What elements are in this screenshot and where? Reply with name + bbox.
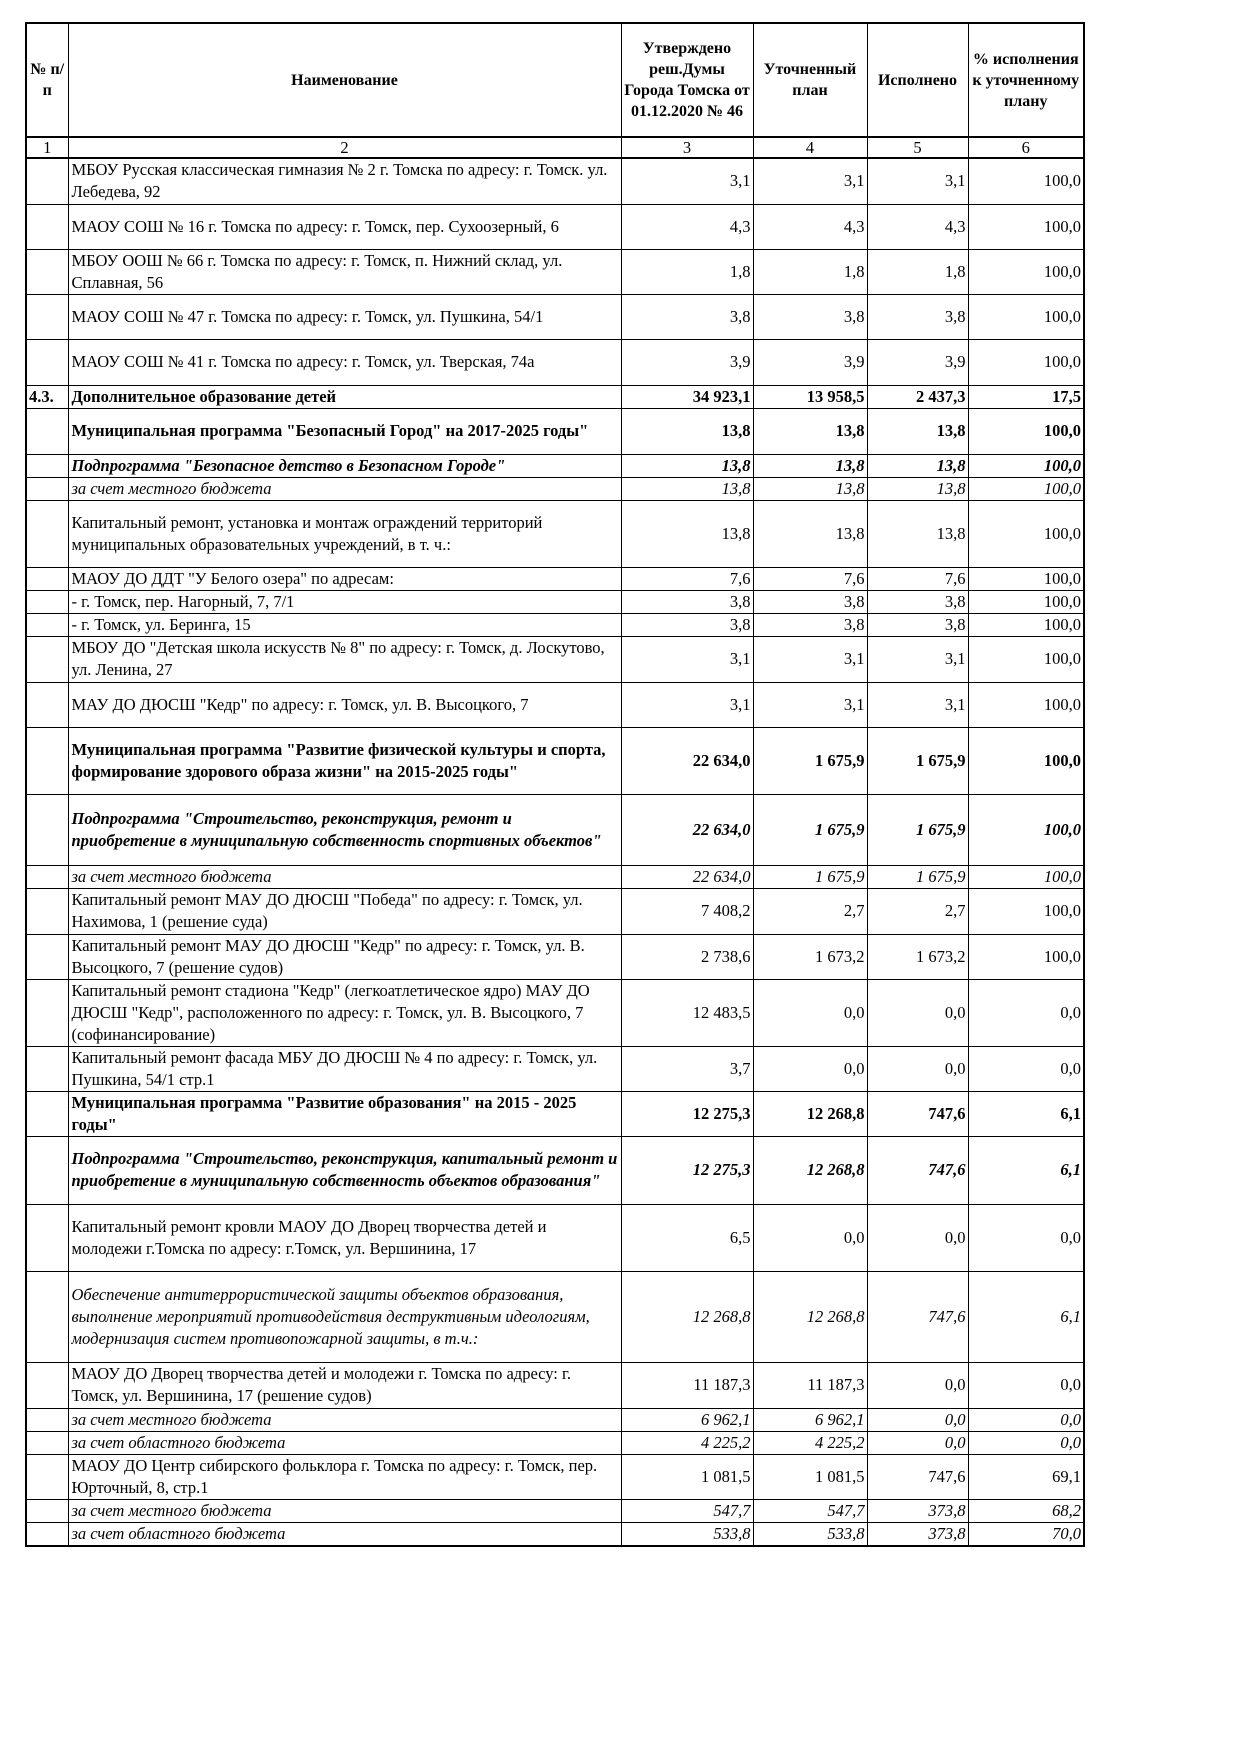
table-body (26, 158, 1084, 1546)
row-name: за счет местного бюджета (68, 477, 621, 500)
executed-amount: 1 675,9 (867, 865, 968, 888)
approved-amount: 13,8 (621, 454, 753, 477)
revised-plan-amount: 1 675,9 (753, 794, 867, 865)
column-number: 4 (753, 137, 867, 158)
row-name: МАОУ ДО Центр сибирского фольклора г. Томска по адресу: г. Томск, пер. Юрточный, 8, стр.1 (68, 1454, 621, 1499)
execution-percent: 69,1 (968, 1454, 1084, 1499)
row-number (26, 477, 68, 500)
execution-percent: 100,0 (968, 294, 1084, 339)
executed-amount: 2,7 (867, 888, 968, 934)
table-row (26, 1499, 1084, 1522)
approved-amount: 6 962,1 (621, 1408, 753, 1431)
execution-percent: 100,0 (968, 934, 1084, 979)
row-name: Капитальный ремонт МАУ ДО ДЮСШ "Победа" по адресу: г. Томск, ул. Нахимова, 1 (решение суда) (68, 888, 621, 934)
table-row (26, 294, 1084, 339)
row-name: Капитальный ремонт, установка и монтаж ограждений территорий муниципальных образовательных учреждений, в т. ч.: (68, 500, 621, 567)
execution-percent: 100,0 (968, 477, 1084, 500)
row-name: МАОУ СОШ № 16 г. Томска по адресу: г. Томск, пер. Сухоозерный, 6 (68, 204, 621, 249)
table-row (26, 1091, 1084, 1136)
row-number (26, 1408, 68, 1431)
header-execution-percent: % исполнения к уточненному плану (968, 23, 1084, 137)
executed-amount: 13,8 (867, 408, 968, 454)
row-number (26, 567, 68, 590)
executed-amount: 13,8 (867, 500, 968, 567)
approved-amount: 13,8 (621, 500, 753, 567)
revised-plan-amount: 3,1 (753, 682, 867, 727)
revised-plan-amount: 3,8 (753, 613, 867, 636)
row-number (26, 408, 68, 454)
row-name: - г. Томск, пер. Нагорный, 7, 7/1 (68, 590, 621, 613)
approved-amount: 3,1 (621, 158, 753, 204)
revised-plan-amount: 533,8 (753, 1522, 867, 1546)
row-name: Капитальный ремонт стадиона "Кедр" (легкоатлетическое ядро) МАУ ДО ДЮСШ "Кедр", расположенного по адресу: г. Томск, ул. В. Высоцкого, 7 (софинансирование) (68, 979, 621, 1046)
revised-plan-amount: 2,7 (753, 888, 867, 934)
executed-amount: 0,0 (867, 1362, 968, 1408)
revised-plan-amount: 6 962,1 (753, 1408, 867, 1431)
header-number: № п/п (26, 23, 68, 137)
row-name: за счет местного бюджета (68, 865, 621, 888)
table-row (26, 567, 1084, 590)
executed-amount: 3,8 (867, 590, 968, 613)
revised-plan-amount: 1 673,2 (753, 934, 867, 979)
approved-amount: 3,8 (621, 590, 753, 613)
execution-percent: 100,0 (968, 567, 1084, 590)
table-row (26, 1408, 1084, 1431)
row-number (26, 1499, 68, 1522)
table-row (26, 1136, 1084, 1204)
row-number (26, 158, 68, 204)
table-row (26, 865, 1084, 888)
row-number (26, 1431, 68, 1454)
row-number (26, 204, 68, 249)
executed-amount: 373,8 (867, 1522, 968, 1546)
executed-amount: 1 673,2 (867, 934, 968, 979)
row-name: МАУ ДО ДЮСШ "Кедр" по адресу: г. Томск, ул. В. Высоцкого, 7 (68, 682, 621, 727)
approved-amount: 12 275,3 (621, 1091, 753, 1136)
row-number (26, 1136, 68, 1204)
table-row (26, 979, 1084, 1046)
row-name: МБОУ ООШ № 66 г. Томска по адресу: г. Томск, п. Нижний склад, ул. Сплавная, 56 (68, 249, 621, 294)
table-row (26, 727, 1084, 794)
approved-amount: 3,1 (621, 682, 753, 727)
row-name: МБОУ ДО "Детская школа искусств № 8" по адресу: г. Томск, д. Лоскутово, ул. Ленина, 27 (68, 636, 621, 682)
row-number (26, 636, 68, 682)
row-number (26, 1046, 68, 1091)
table-row (26, 636, 1084, 682)
approved-amount: 7 408,2 (621, 888, 753, 934)
approved-amount: 1,8 (621, 249, 753, 294)
execution-percent: 100,0 (968, 339, 1084, 385)
revised-plan-amount: 13 958,5 (753, 385, 867, 408)
execution-percent: 70,0 (968, 1522, 1084, 1546)
table-row (26, 249, 1084, 294)
row-name: Муниципальная программа "Развитие физической культуры и спорта, формирование здорового образа жизни" на 2015-2025 годы" (68, 727, 621, 794)
executed-amount: 747,6 (867, 1271, 968, 1362)
table-row (26, 1271, 1084, 1362)
table-row (26, 1046, 1084, 1091)
row-name: Капитальный ремонт кровли МАОУ ДО Дворец творчества детей и молодежи г.Томска по адресу: г.Томск, ул. Вершинина, 17 (68, 1204, 621, 1271)
row-number (26, 454, 68, 477)
table-row (26, 613, 1084, 636)
row-name: Подпрограмма "Безопасное детство в Безопасном Городе" (68, 454, 621, 477)
revised-plan-amount: 12 268,8 (753, 1271, 867, 1362)
table-row (26, 339, 1084, 385)
approved-amount: 13,8 (621, 477, 753, 500)
revised-plan-amount: 12 268,8 (753, 1091, 867, 1136)
header-name: Наименование (68, 23, 621, 137)
row-number (26, 249, 68, 294)
executed-amount: 3,8 (867, 294, 968, 339)
executed-amount: 3,8 (867, 613, 968, 636)
revised-plan-amount: 12 268,8 (753, 1136, 867, 1204)
executed-amount: 0,0 (867, 979, 968, 1046)
budget-execution-table (25, 22, 1085, 1547)
execution-percent: 0,0 (968, 1204, 1084, 1271)
table-row (26, 1431, 1084, 1454)
table-row (26, 500, 1084, 567)
row-name: МБОУ Русская классическая гимназия № 2 г. Томска по адресу: г. Томск. ул. Лебедева, 92 (68, 158, 621, 204)
revised-plan-amount: 0,0 (753, 1046, 867, 1091)
execution-percent: 100,0 (968, 888, 1084, 934)
revised-plan-amount: 13,8 (753, 454, 867, 477)
approved-amount: 3,1 (621, 636, 753, 682)
approved-amount: 2 738,6 (621, 934, 753, 979)
revised-plan-amount: 1 081,5 (753, 1454, 867, 1499)
executed-amount: 1 675,9 (867, 794, 968, 865)
revised-plan-amount: 7,6 (753, 567, 867, 590)
approved-amount: 3,8 (621, 294, 753, 339)
execution-percent: 0,0 (968, 1408, 1084, 1431)
revised-plan-amount: 3,8 (753, 590, 867, 613)
executed-amount: 13,8 (867, 477, 968, 500)
execution-percent: 100,0 (968, 158, 1084, 204)
approved-amount: 22 634,0 (621, 727, 753, 794)
execution-percent: 100,0 (968, 682, 1084, 727)
table-row (26, 794, 1084, 865)
execution-percent: 100,0 (968, 865, 1084, 888)
row-name: за счет областного бюджета (68, 1431, 621, 1454)
row-number (26, 500, 68, 567)
row-name: за счет местного бюджета (68, 1499, 621, 1522)
row-number (26, 865, 68, 888)
execution-percent: 6,1 (968, 1136, 1084, 1204)
executed-amount: 0,0 (867, 1204, 968, 1271)
row-number (26, 794, 68, 865)
row-number (26, 1271, 68, 1362)
revised-plan-amount: 1,8 (753, 249, 867, 294)
execution-percent: 0,0 (968, 1431, 1084, 1454)
revised-plan-amount: 3,1 (753, 158, 867, 204)
revised-plan-amount: 11 187,3 (753, 1362, 867, 1408)
row-number (26, 682, 68, 727)
header-executed: Исполнено (867, 23, 968, 137)
row-name: за счет областного бюджета (68, 1522, 621, 1546)
revised-plan-amount: 13,8 (753, 500, 867, 567)
execution-percent: 100,0 (968, 794, 1084, 865)
approved-amount: 1 081,5 (621, 1454, 753, 1499)
executed-amount: 7,6 (867, 567, 968, 590)
execution-percent: 100,0 (968, 590, 1084, 613)
approved-amount: 533,8 (621, 1522, 753, 1546)
approved-amount: 12 275,3 (621, 1136, 753, 1204)
row-name: Подпрограмма "Строительство, реконструкция, капитальный ремонт и приобретение в муниципальную собственность объектов образования" (68, 1136, 621, 1204)
revised-plan-amount: 3,1 (753, 636, 867, 682)
row-number (26, 1362, 68, 1408)
table-row (26, 408, 1084, 454)
row-name: МАОУ СОШ № 41 г. Томска по адресу: г. Томск, ул. Тверская, 74а (68, 339, 621, 385)
executed-amount: 3,1 (867, 636, 968, 682)
execution-percent: 100,0 (968, 204, 1084, 249)
row-name: - г. Томск, ул. Беринга, 15 (68, 613, 621, 636)
table-row (26, 1522, 1084, 1546)
execution-percent: 100,0 (968, 454, 1084, 477)
executed-amount: 0,0 (867, 1046, 968, 1091)
row-name: МАОУ ДО Дворец творчества детей и молодежи г. Томска по адресу: г. Томск, ул. Вершинина, 17 (решение судов) (68, 1362, 621, 1408)
approved-amount: 6,5 (621, 1204, 753, 1271)
executed-amount: 0,0 (867, 1408, 968, 1431)
row-name: Капитальный ремонт МАУ ДО ДЮСШ "Кедр" по адресу: г. Томск, ул. В. Высоцкого, 7 (решение судов) (68, 934, 621, 979)
execution-percent: 0,0 (968, 979, 1084, 1046)
revised-plan-amount: 1 675,9 (753, 727, 867, 794)
row-number (26, 613, 68, 636)
row-name: МАОУ СОШ № 47 г. Томска по адресу: г. Томск, ул. Пушкина, 54/1 (68, 294, 621, 339)
executed-amount: 0,0 (867, 1431, 968, 1454)
executed-amount: 3,1 (867, 158, 968, 204)
approved-amount: 547,7 (621, 1499, 753, 1522)
table-row (26, 204, 1084, 249)
revised-plan-amount: 1 675,9 (753, 865, 867, 888)
revised-plan-amount: 0,0 (753, 1204, 867, 1271)
approved-amount: 13,8 (621, 408, 753, 454)
row-number (26, 979, 68, 1046)
row-number (26, 294, 68, 339)
approved-amount: 11 187,3 (621, 1362, 753, 1408)
approved-amount: 7,6 (621, 567, 753, 590)
executed-amount: 3,1 (867, 682, 968, 727)
table-row (26, 385, 1084, 408)
table-row (26, 888, 1084, 934)
row-number (26, 934, 68, 979)
column-number: 1 (26, 137, 68, 158)
approved-amount: 22 634,0 (621, 794, 753, 865)
table-row (26, 1362, 1084, 1408)
table-row (26, 590, 1084, 613)
approved-amount: 4 225,2 (621, 1431, 753, 1454)
column-number: 5 (867, 137, 968, 158)
revised-plan-amount: 3,9 (753, 339, 867, 385)
executed-amount: 1,8 (867, 249, 968, 294)
revised-plan-amount: 13,8 (753, 477, 867, 500)
approved-amount: 22 634,0 (621, 865, 753, 888)
table-row (26, 934, 1084, 979)
executed-amount: 747,6 (867, 1091, 968, 1136)
row-number (26, 590, 68, 613)
revised-plan-amount: 13,8 (753, 408, 867, 454)
row-number (26, 1091, 68, 1136)
execution-percent: 100,0 (968, 636, 1084, 682)
header-approved: Утверждено реш.Думы Города Томска от 01.12.2020 № 46 (621, 23, 753, 137)
row-number (26, 1454, 68, 1499)
execution-percent: 100,0 (968, 249, 1084, 294)
row-number: 4.3. (26, 385, 68, 408)
approved-amount: 3,7 (621, 1046, 753, 1091)
executed-amount: 2 437,3 (867, 385, 968, 408)
revised-plan-amount: 4 225,2 (753, 1431, 867, 1454)
execution-percent: 68,2 (968, 1499, 1084, 1522)
row-name: Муниципальная программа "Безопасный Город" на 2017-2025 годы" (68, 408, 621, 454)
row-number (26, 1204, 68, 1271)
row-name: МАОУ ДО ДДТ "У Белого озера" по адресам: (68, 567, 621, 590)
row-number (26, 339, 68, 385)
executed-amount: 747,6 (867, 1136, 968, 1204)
table-row (26, 1454, 1084, 1499)
revised-plan-amount: 547,7 (753, 1499, 867, 1522)
execution-percent: 100,0 (968, 727, 1084, 794)
execution-percent: 17,5 (968, 385, 1084, 408)
execution-percent: 100,0 (968, 613, 1084, 636)
executed-amount: 4,3 (867, 204, 968, 249)
execution-percent: 100,0 (968, 408, 1084, 454)
approved-amount: 3,8 (621, 613, 753, 636)
approved-amount: 12 268,8 (621, 1271, 753, 1362)
approved-amount: 3,9 (621, 339, 753, 385)
execution-percent: 6,1 (968, 1271, 1084, 1362)
execution-percent: 0,0 (968, 1362, 1084, 1408)
row-number (26, 727, 68, 794)
execution-percent: 6,1 (968, 1091, 1084, 1136)
execution-percent: 100,0 (968, 500, 1084, 567)
revised-plan-amount: 3,8 (753, 294, 867, 339)
row-name: Подпрограмма "Строительство, реконструкция, ремонт и приобретение в муниципальную собственность спортивных объектов" (68, 794, 621, 865)
revised-plan-amount: 4,3 (753, 204, 867, 249)
row-name: за счет местного бюджета (68, 1408, 621, 1431)
row-name: Дополнительное образование детей (68, 385, 621, 408)
table-row (26, 454, 1084, 477)
row-name: Обеспечение антитеррористической защиты объектов образования, выполнение мероприятий противодействия деструктивным идеологиям, модернизация систем противопожарной защиты, в т.ч.: (68, 1271, 621, 1362)
column-number: 2 (68, 137, 621, 158)
approved-amount: 4,3 (621, 204, 753, 249)
executed-amount: 1 675,9 (867, 727, 968, 794)
column-number: 6 (968, 137, 1084, 158)
header-revised-plan: Уточненный план (753, 23, 867, 137)
approved-amount: 12 483,5 (621, 979, 753, 1046)
execution-percent: 0,0 (968, 1046, 1084, 1091)
executed-amount: 3,9 (867, 339, 968, 385)
approved-amount: 34 923,1 (621, 385, 753, 408)
table-row (26, 477, 1084, 500)
executed-amount: 747,6 (867, 1454, 968, 1499)
row-number (26, 888, 68, 934)
row-number (26, 1522, 68, 1546)
column-number: 3 (621, 137, 753, 158)
revised-plan-amount: 0,0 (753, 979, 867, 1046)
table-row (26, 682, 1084, 727)
row-name: Капитальный ремонт фасада МБУ ДО ДЮСШ № 4 по адресу: г. Томск, ул. Пушкина, 54/1 стр.1 (68, 1046, 621, 1091)
executed-amount: 373,8 (867, 1499, 968, 1522)
executed-amount: 13,8 (867, 454, 968, 477)
row-name: Муниципальная программа "Развитие образования" на 2015 - 2025 годы" (68, 1091, 621, 1136)
table-row (26, 158, 1084, 204)
table-row (26, 1204, 1084, 1271)
